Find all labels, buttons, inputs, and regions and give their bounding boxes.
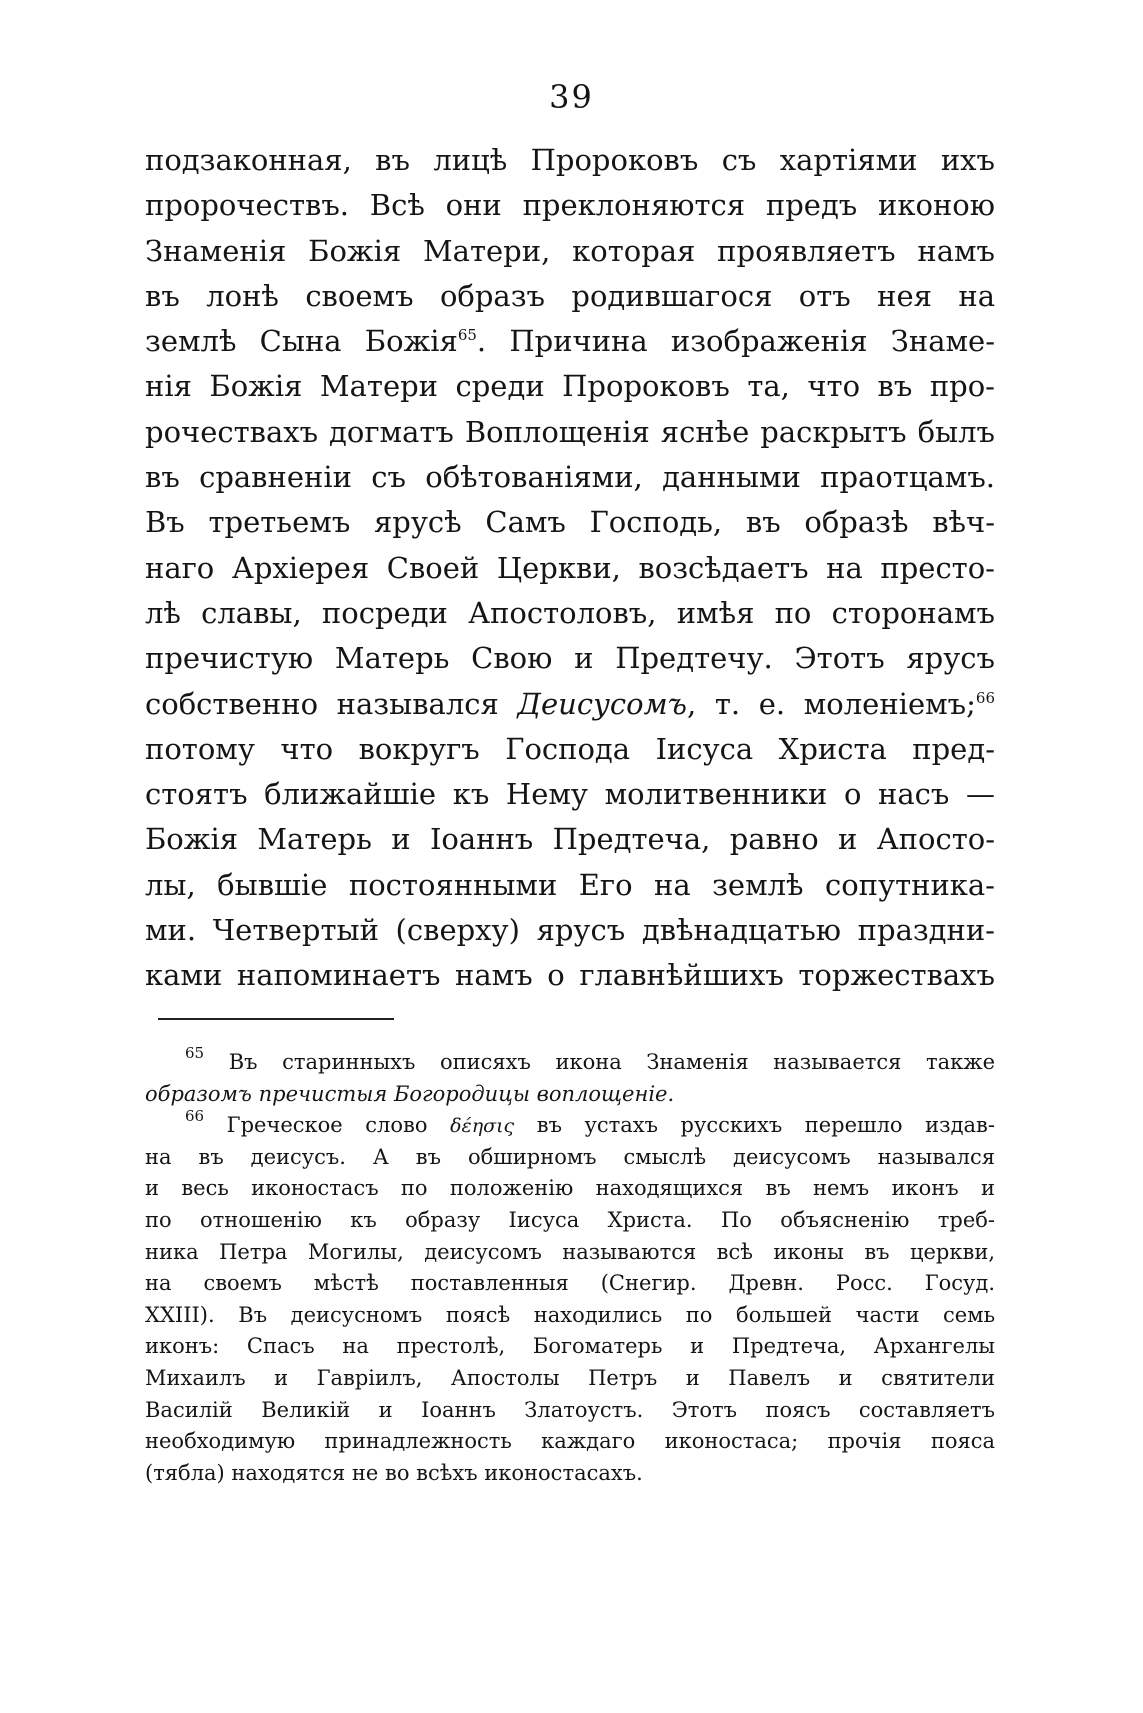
footnote-66-line <box>145 1237 995 1269</box>
line-text: въ лонѣ своемъ образъ родившагося отъ нея на <box>145 278 995 313</box>
line-text: Божія Матерь и Іоаннъ Предтеча, равно и Апосто- <box>145 822 995 857</box>
footnote-text: на въ деисусъ. А въ обширномъ смыслѣ деисусомъ назывался <box>145 1144 995 1169</box>
line-text: собственно назывался <box>145 686 499 721</box>
footnote-66-line <box>145 1458 995 1490</box>
footnote-65-line <box>145 1079 995 1111</box>
footnote-text: Въ старинныхъ описяхъ икона Знаменія называется также <box>228 1050 995 1074</box>
greek-word: δέησις <box>450 1115 515 1138</box>
text-line <box>145 908 995 953</box>
text-line <box>145 636 995 681</box>
text-line <box>145 229 995 274</box>
text-line <box>145 953 995 998</box>
line-text: Знаменія Божія Матери, которая проявляетъ намъ <box>145 233 995 268</box>
footnote-marker-65: 65 <box>185 1044 205 1062</box>
text-line <box>145 772 995 817</box>
italic-term: Деисусомъ <box>517 686 687 721</box>
footnotes <box>145 1044 995 1489</box>
footnote-text: Греческое слово <box>226 1113 428 1138</box>
footnote-66-line <box>145 1142 995 1174</box>
footnote-text: и весь иконостасъ по положенію находящихся въ немъ иконъ и <box>145 1176 995 1201</box>
line-text: лѣ славы, посреди Апостоловъ, имѣя по сторонамъ <box>145 595 995 630</box>
text-line <box>145 455 995 500</box>
footnote-text: иконъ: Спасъ на престолѣ, Богоматерь и Предтеча, Архангелы <box>145 1334 995 1359</box>
footnote-65-line <box>145 1044 995 1079</box>
line-text: лы, бывшіе постоянными Его на землѣ сопутника- <box>145 867 995 902</box>
footnote-text: Василій Великій и Іоаннъ Златоустъ. Этотъ поясъ составляетъ <box>145 1397 995 1422</box>
footnote-text: необходимую принадлежность каждаго иконостаса; прочія пояса <box>145 1429 995 1454</box>
line-text: землѣ Сына Божія <box>145 324 458 359</box>
line-text: пророчествъ. Всѣ они преклоняются предъ иконою <box>145 188 995 223</box>
text-line <box>145 274 995 319</box>
line-text: Въ третьемъ ярусѣ Самъ Господь, въ образѣ вѣч- <box>145 505 995 540</box>
footnote-text: на своемъ мѣстѣ поставленныя (Снегир. Древн. Росс. Госуд. <box>145 1271 995 1296</box>
line-text: потому что вокругъ Господа Іисуса Христа пред- <box>145 731 995 766</box>
footnote-text: въ устахъ русскихъ перешло издав- <box>536 1113 995 1138</box>
footnote-66-line <box>145 1268 995 1300</box>
footnote-66-line <box>145 1300 995 1332</box>
footnote-66-line <box>145 1363 995 1395</box>
text-line <box>145 863 995 908</box>
text-line <box>145 364 995 409</box>
text-line <box>145 682 995 727</box>
line-text: . Причина изображенія Знаме- <box>476 324 995 359</box>
text-line <box>145 138 995 183</box>
text-line <box>145 319 995 364</box>
line-text: ками напоминаетъ намъ о главнѣйшихъ торжествахъ <box>145 958 995 993</box>
text-line <box>145 183 995 228</box>
line-text: рочествахъ догматъ Воплощенія яснѣе раскрытъ былъ <box>145 414 995 449</box>
footnote-text: ника Петра Могилы, деисусомъ называются всѣ иконы въ церкви, <box>145 1239 995 1264</box>
line-text: ми. Четвертый (сверху) ярусъ двѣнадцатью праздни- <box>145 913 995 948</box>
text-line <box>145 546 995 591</box>
footnote-66-line <box>145 1107 995 1142</box>
line-text: въ сравненіи съ обѣтованіями, данными праотцамъ. <box>145 460 995 495</box>
footnote-66-line <box>145 1173 995 1205</box>
footnote-66-line <box>145 1426 995 1458</box>
footnote-text: (тябла) находятся не во всѣхъ иконостасахъ. <box>145 1460 643 1485</box>
footnote-ref-66: 66 <box>975 688 995 707</box>
line-text: пречистую Матерь Свою и Предтечу. Этотъ ярусъ <box>145 641 995 676</box>
footnote-text: XXIII). Въ деисусномъ поясѣ находились по большей части семь <box>145 1302 995 1327</box>
line-text: нія Божія Матери среди Пророковъ та, что въ про- <box>145 369 995 404</box>
page-number: 39 <box>549 78 594 116</box>
footnote-marker-66: 66 <box>185 1107 205 1126</box>
text-line <box>145 591 995 636</box>
footnote-text: по отношенію къ образу Іисуса Христа. По объясненію треб- <box>145 1207 995 1232</box>
text-line <box>145 410 995 455</box>
footnote-66-line <box>145 1395 995 1427</box>
main-text <box>145 138 995 999</box>
line-text: , т. е. моленіемъ; <box>686 686 976 721</box>
footnote-66-line <box>145 1205 995 1237</box>
footnote-ref-65: 65 <box>457 326 477 345</box>
line-text: наго Архіерея Своей Церкви, возсѣдаетъ на престо- <box>145 550 995 585</box>
footnote-text: образомъ пречистыя Богородицы воплощеніе. <box>145 1081 675 1106</box>
line-text: стоятъ ближайшіе къ Нему молитвенники о насъ — <box>145 777 995 812</box>
line-text: подзаконная, въ лицѣ Пророковъ съ хартіями ихъ <box>145 143 995 177</box>
text-line <box>145 500 995 545</box>
footnote-66-line <box>145 1331 995 1363</box>
footnote-text: Михаилъ и Гавріилъ, Апостолы Петръ и Павелъ и святители <box>145 1365 995 1390</box>
text-line <box>145 817 995 862</box>
text-line <box>145 727 995 772</box>
footnote-divider <box>158 1018 394 1020</box>
